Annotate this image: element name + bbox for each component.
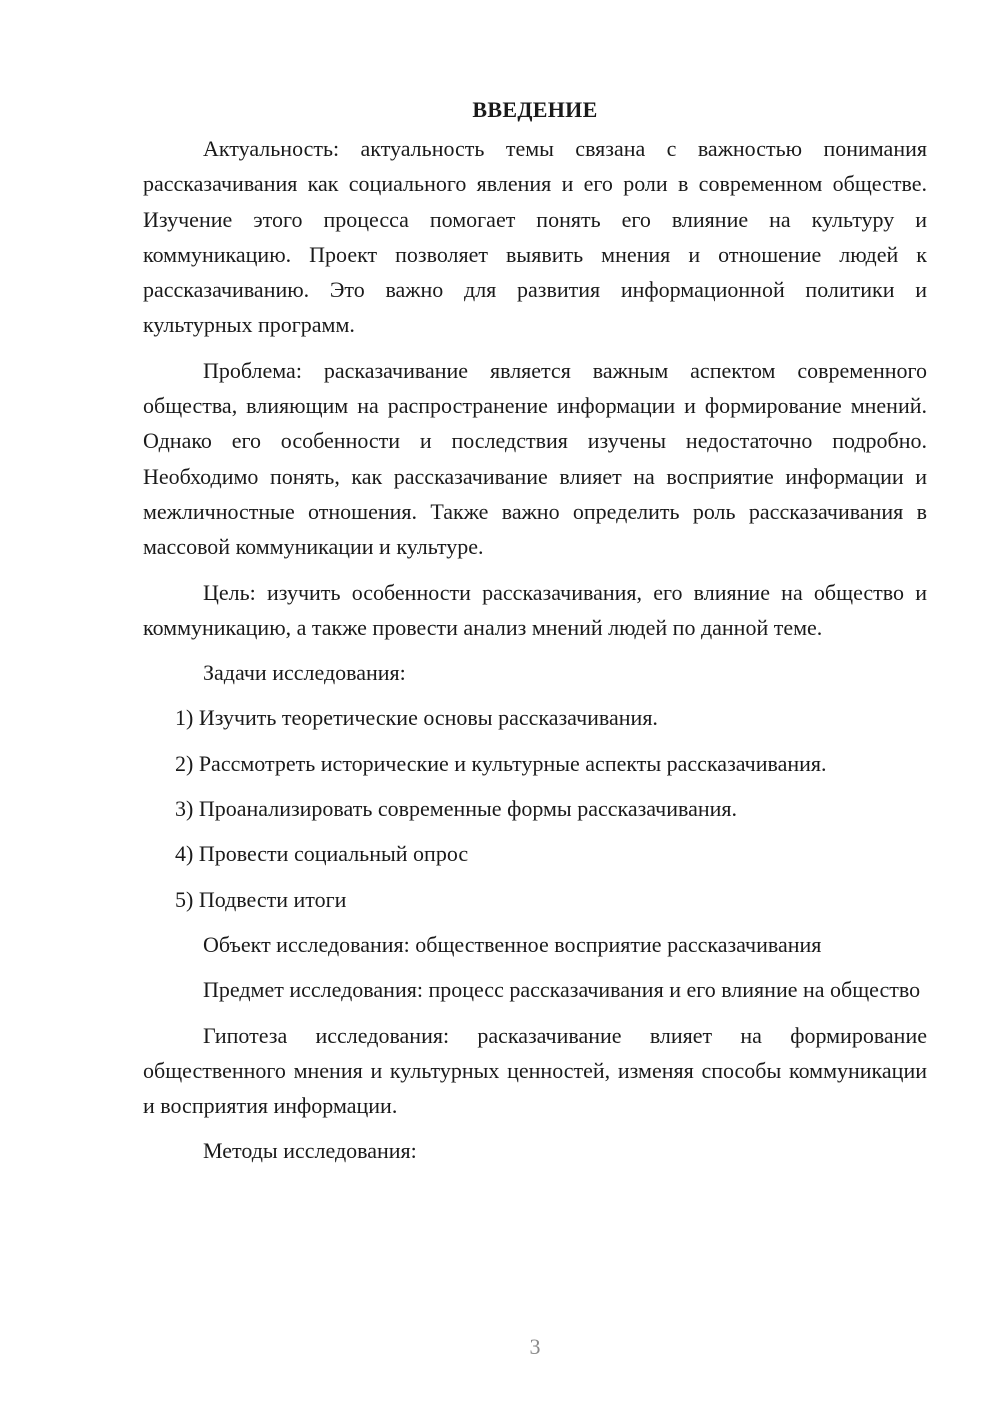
paragraph-relevance: Актуальность: актуальность темы связана с важностью понимания рассказачивания как социального явления и его роли в современном обществе. Изучение этого процесса помогает понять его влияние на культуру и коммуникацию. Проект позволяет выявить мнения и отношение людей к рассказачиванию. Это важно для развития информационной политики и культурных программ.	[143, 136, 927, 338]
methods-heading: Методы исследования:	[203, 1138, 417, 1164]
list-item: 1) Изучить теоретические основы рассказачивания.	[175, 705, 658, 731]
paragraph-problem: Проблема: расказачивание является важным аспектом современного общества, влияющим на распространение информации и формирование мнений. Однако его особенности и последствия изучены недостаточно подробно. Необходимо понять, как рассказачивание влияет на восприятие информации и межличностные отношения. Также важно определить роль рассказачивания в массовой коммуникации и культуре.	[143, 357, 927, 560]
paragraph-goal: Цель: изучить особенности рассказачивания, его влияние на общество и коммуникацию, а также провести анализ мнений людей по данной теме.	[143, 579, 927, 640]
list-item: 4) Провести социальный опрос	[175, 841, 469, 867]
page-number: 3	[529, 1334, 541, 1359]
paragraph-subject: Предмет исследования: процесс рассказачивания и его влияние на общество	[203, 977, 921, 1003]
list-item: 2) Рассмотреть исторические и культурные аспекты рассказачивания.	[175, 750, 827, 776]
list-item: 5) Подвести итоги	[175, 886, 347, 912]
paragraph-hypothesis: Гипотеза исследования: расказачивание влияет на формирование общественного мнения и культурных ценностей, изменяя способы коммуникации и восприятия информации.	[143, 1022, 927, 1119]
tasks-list	[143, 700, 927, 916]
paragraph-object: Объект исследования: общественное восприятие рассказачивания	[203, 931, 822, 957]
tasks-heading: Задачи исследования:	[203, 660, 406, 686]
list-item: 3) Проанализировать современные формы рассказачивания.	[175, 796, 738, 822]
document-page	[143, 94, 927, 1179]
section-title: ВВЕДЕНИЕ	[472, 97, 598, 122]
